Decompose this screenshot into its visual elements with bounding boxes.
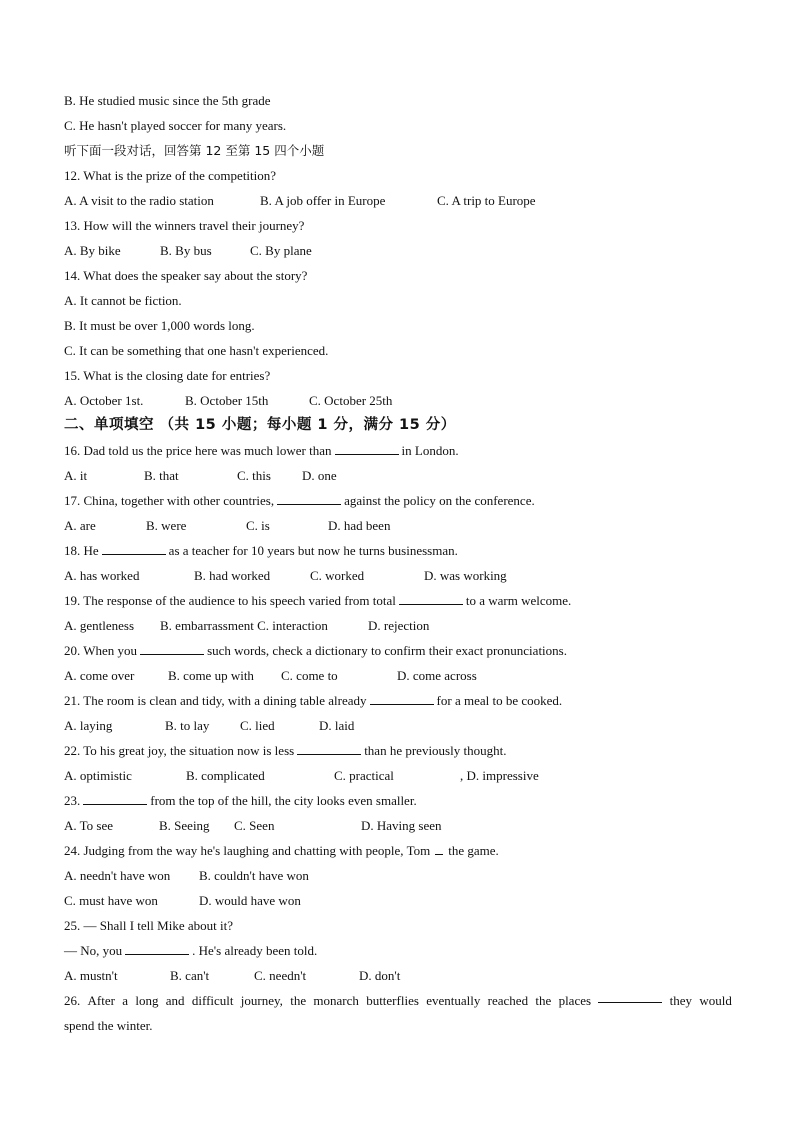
question-25-options: [64, 963, 732, 988]
answer-blank[interactable]: [140, 640, 204, 655]
question-15: 15. What is the closing date for entries?: [64, 368, 271, 383]
question-23-options: [64, 813, 732, 838]
option-b[interactable]: B. were: [146, 518, 187, 533]
option-b-c[interactable]: B. embarrassment C. interaction: [160, 618, 328, 633]
option-b[interactable]: B. complicated: [186, 768, 265, 783]
question-13-options: [64, 238, 732, 263]
question-23: 23. from the top of the hill, the city looks even smaller.: [64, 788, 732, 813]
option-d[interactable]: D. Having seen: [361, 818, 442, 833]
section-heading: 二、单项填空 （共 15 小题；每小题 1 分，满分 15 分）: [64, 417, 456, 433]
option-a[interactable]: A. To see: [64, 818, 114, 833]
answer-blank[interactable]: [297, 740, 361, 755]
option-a[interactable]: A. October 1st.: [64, 393, 144, 408]
option-c-soccer: C. He hasn't played soccer for many years.: [64, 118, 287, 133]
answer-blank[interactable]: [83, 790, 147, 805]
option-c[interactable]: C. By plane: [250, 243, 312, 258]
option-a[interactable]: A. laying: [64, 718, 113, 733]
option-d[interactable]: D. had been: [328, 518, 391, 533]
option-b[interactable]: B. come up with: [168, 668, 254, 683]
answer-blank[interactable]: [435, 840, 443, 855]
question-24: 24. Judging from the way he's laughing and chatting with people, Tom the game.: [64, 838, 732, 863]
question-14: 14. What does the speaker say about the story?: [64, 268, 308, 283]
option-b[interactable]: B. A job offer in Europe: [260, 193, 386, 208]
option-b[interactable]: B. had worked: [194, 568, 271, 583]
option-a[interactable]: A. come over: [64, 668, 135, 683]
option-d[interactable]: D. was working: [424, 568, 507, 583]
option-a[interactable]: A. By bike: [64, 243, 121, 258]
question-17: 17. China, together with other countries, against the policy on the conference.: [64, 488, 732, 513]
option-d[interactable]: D. one: [302, 468, 337, 483]
option-c[interactable]: C. come to: [281, 668, 338, 683]
option-c[interactable]: C. A trip to Europe: [437, 193, 536, 208]
option-d[interactable]: D. rejection: [368, 618, 430, 633]
option-c[interactable]: C. must have won: [64, 893, 158, 908]
answer-blank[interactable]: [399, 590, 463, 605]
question-20: 20. When you such words, check a dictionary to confirm their exact pronunciations.: [64, 638, 732, 663]
question-21: 21. The room is clean and tidy, with a dining table already for a meal to be cooked.: [64, 688, 732, 713]
option-d[interactable]: D. don't: [359, 968, 401, 983]
option-a[interactable]: A. needn't have won: [64, 868, 171, 883]
question-16: 16. Dad told us the price here was much lower than in London.: [64, 438, 732, 463]
option-b[interactable]: B. to lay: [165, 718, 210, 733]
answer-blank[interactable]: [598, 988, 662, 1003]
option-b[interactable]: B. that: [144, 468, 179, 483]
option-c[interactable]: C. needn't: [254, 968, 307, 983]
answer-blank[interactable]: [335, 440, 399, 455]
option-a[interactable]: A. A visit to the radio station: [64, 193, 214, 208]
question-17-options: [64, 513, 732, 538]
answer-blank[interactable]: [370, 690, 434, 705]
option-c[interactable]: C. lied: [240, 718, 275, 733]
question-15-options: [64, 388, 732, 413]
question-16-options: [64, 463, 732, 488]
question-25-reply: — No, you . He's already been told.: [64, 938, 732, 963]
question-12: 12. What is the prize of the competition?: [64, 168, 277, 183]
option-c[interactable]: C. is: [246, 518, 270, 533]
option-a[interactable]: A. are: [64, 518, 96, 533]
option-a[interactable]: A. mustn't: [64, 968, 118, 983]
answer-blank[interactable]: [277, 490, 341, 505]
option-b[interactable]: B. It must be over 1,000 words long.: [64, 318, 255, 333]
answer-blank[interactable]: [125, 940, 189, 955]
question-12-options: [64, 188, 732, 213]
option-c[interactable]: C. practical: [334, 768, 394, 783]
option-c[interactable]: C. this: [237, 468, 271, 483]
question-25: 25. — Shall I tell Mike about it?: [64, 918, 233, 933]
answer-blank[interactable]: [102, 540, 166, 555]
option-d[interactable]: D. laid: [319, 718, 355, 733]
question-19-options: [64, 613, 732, 638]
option-a[interactable]: A. has worked: [64, 568, 140, 583]
option-b[interactable]: B. can't: [170, 968, 210, 983]
question-21-options: [64, 713, 732, 738]
question-19: 19. The response of the audience to his speech varied from total to a warm welcome.: [64, 588, 732, 613]
question-26-continued: spend the winter.: [64, 1018, 153, 1033]
option-c[interactable]: C. October 25th: [309, 393, 393, 408]
question-22-options: [64, 763, 732, 788]
listening-instruction: 听下面一段对话，回答第 12 至第 15 四个小题: [64, 143, 325, 158]
option-b[interactable]: B. Seeing: [159, 818, 210, 833]
option-c[interactable]: C. Seen: [234, 818, 275, 833]
option-b[interactable]: B. couldn't have won: [199, 868, 309, 883]
option-a[interactable]: A. it: [64, 468, 88, 483]
option-b[interactable]: B. By bus: [160, 243, 212, 258]
question-18: 18. He as a teacher for 10 years but now he turns businessman.: [64, 538, 732, 563]
question-26: 26. After a long and difficult journey, the monarch butterflies eventually reached the places they would: [64, 988, 732, 1013]
option-a[interactable]: A. It cannot be fiction.: [64, 293, 182, 308]
option-d[interactable]: D. come across: [397, 668, 477, 683]
question-13: 13. How will the winners travel their journey?: [64, 218, 305, 233]
option-b[interactable]: B. October 15th: [185, 393, 269, 408]
exam-page: [64, 88, 732, 1038]
option-a[interactable]: A. gentleness: [64, 618, 135, 633]
question-24-options-ab: [64, 863, 732, 888]
option-d[interactable]: , D. impressive: [460, 768, 539, 783]
option-a[interactable]: A. optimistic: [64, 768, 132, 783]
question-18-options: [64, 563, 732, 588]
option-c[interactable]: C. worked: [310, 568, 365, 583]
option-b-music: B. He studied music since the 5th grade: [64, 93, 271, 108]
question-22: 22. To his great joy, the situation now is less than he previously thought.: [64, 738, 732, 763]
question-24-options-cd: [64, 888, 732, 913]
question-20-options: [64, 663, 732, 688]
option-c[interactable]: C. It can be something that one hasn't experienced.: [64, 343, 329, 358]
option-d[interactable]: D. would have won: [199, 893, 301, 908]
